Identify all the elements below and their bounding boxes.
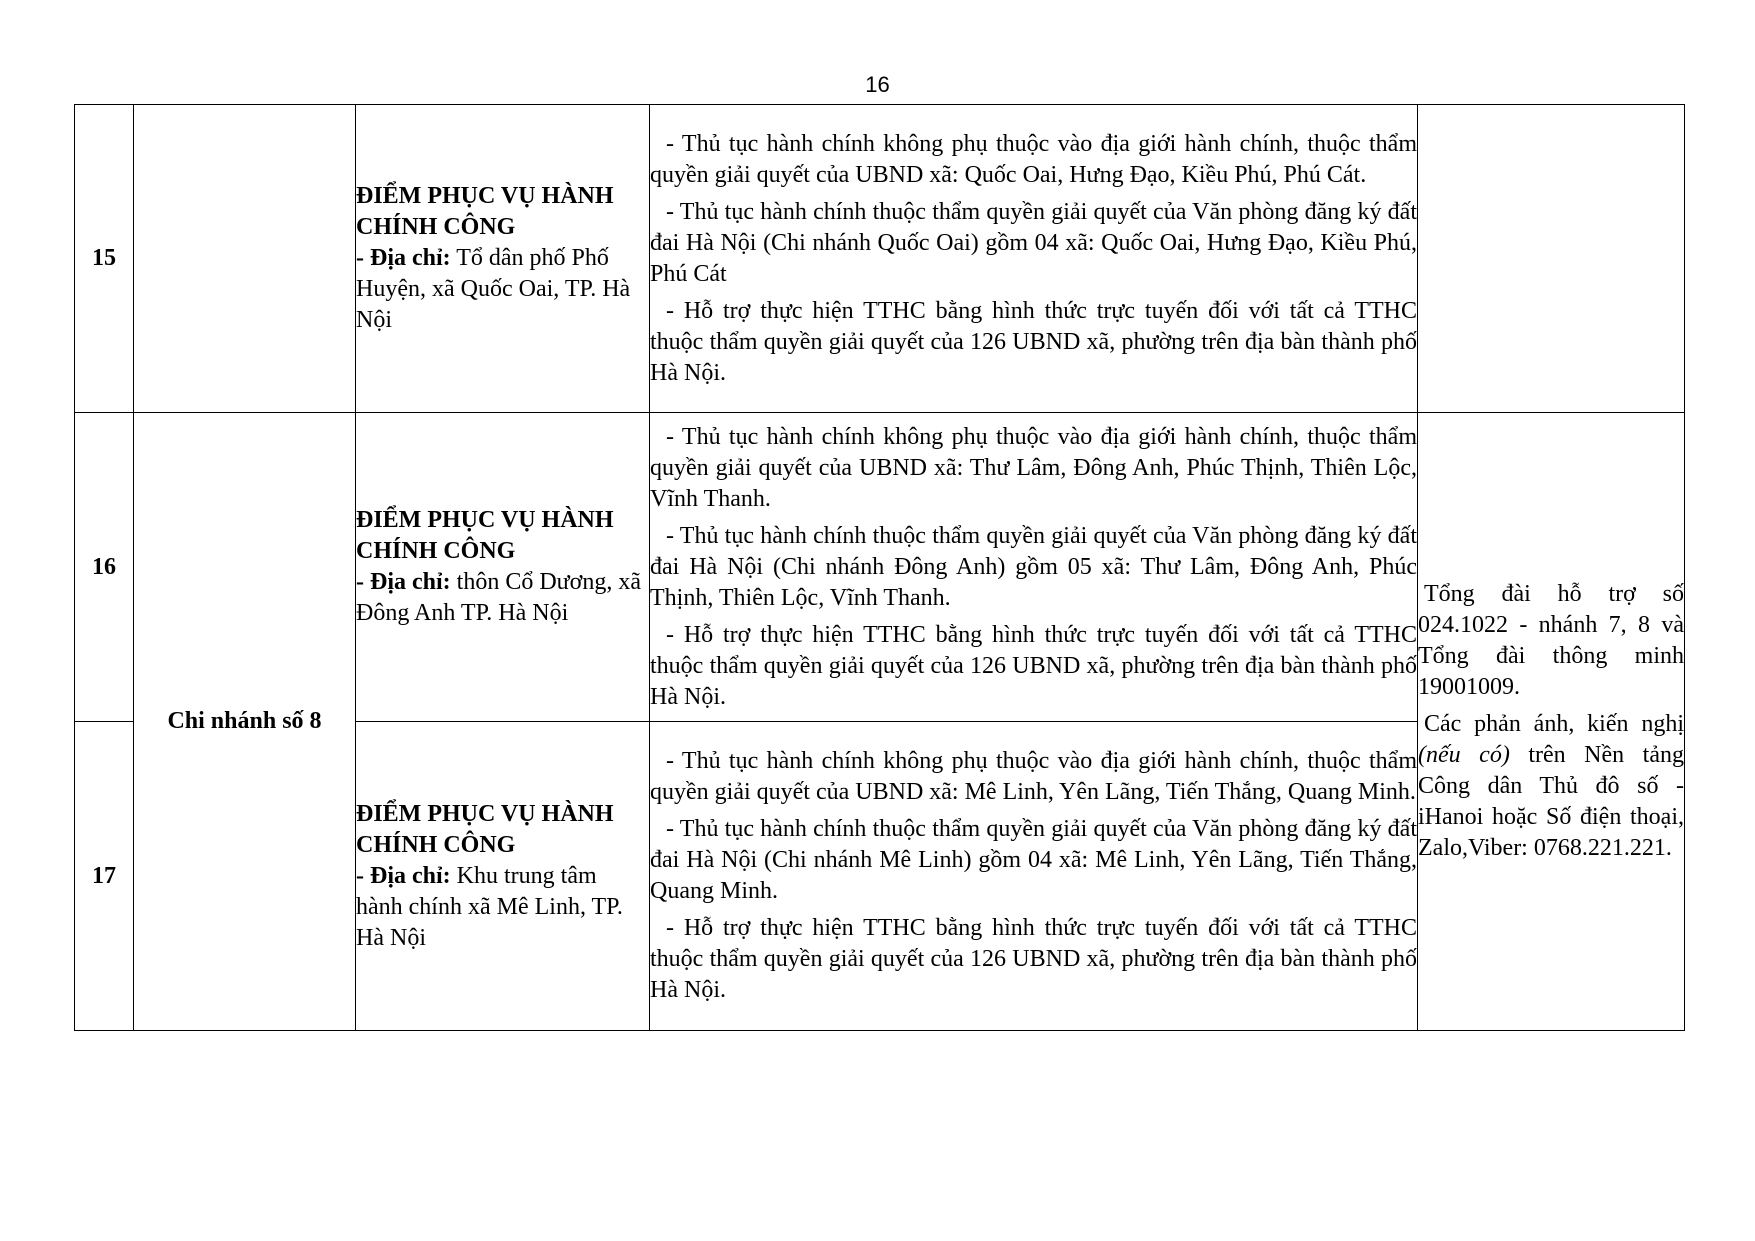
scope-paragraph: - Hỗ trợ thực hiện TTHC bằng hình thức trực tuyến đối với tất cả TTHC thuộc thẩm quyền giải quyết của 126 UBND xã, phường trên địa bàn thành phố Hà Nội. (650, 915, 1417, 1003)
scope-paragraph: - Hỗ trợ thực hiện TTHC bằng hình thức trực tuyến đối với tất cả TTHC thuộc thẩm quyền giải quyết của 126 UBND xã, phường trên địa bàn thành phố Hà Nội. (650, 297, 1417, 386)
scope-cell (650, 413, 1418, 722)
scope-paragraph: - Thủ tục hành chính không phụ thuộc vào địa giới hành chính, thuộc thẩm quyền giải quyết của UBND xã: Quốc Oai, Hưng Đạo, Kiều Phú, Phú Cát. (650, 130, 1417, 188)
scope-paragraph: - Thủ tục hành chính thuộc thẩm quyền giải quyết của Văn phòng đăng ký đất đai Hà Nội (Chi nhánh Đông Anh) gồm 05 xã: Thư Lâm, Đông Anh, Phúc Thịnh, Thiên Lộc, Vĩnh Thanh. (650, 522, 1417, 611)
service-point-cell (356, 105, 650, 413)
support-feedback-after: trên Nền tảng Công dân Thủ đô số - iHanoi hoặc Số điện thoại, Zalo,Viber: 0768.221.221. (1418, 742, 1684, 861)
page-number: 16 (865, 72, 890, 97)
service-point-cell (356, 722, 650, 1031)
scope-paragraph: - Thủ tục hành chính không phụ thuộc vào địa giới hành chính, thuộc thẩm quyền giải quyết của UBND xã: Thư Lâm, Đông Anh, Phúc Thịnh, Thiên Lộc, Vĩnh Thanh. (650, 423, 1417, 512)
scope-paragraph: - Hỗ trợ thực hiện TTHC bằng hình thức trực tuyến đối với tất cả TTHC thuộc thẩm quyền giải quyết của 126 UBND xã, phường trên địa bàn thành phố Hà Nội. (650, 621, 1417, 710)
support-cell-empty (1418, 105, 1685, 413)
scope-cell (650, 105, 1418, 413)
table-row (75, 413, 1685, 722)
scope-paragraph: - Thủ tục hành chính thuộc thẩm quyền giải quyết của Văn phòng đăng ký đất đai Hà Nội (Chi nhánh Quốc Oai) gồm 04 xã: Quốc Oai, Hưng Đạo, Kiều Phú, Phú Cát (650, 198, 1417, 287)
support-feedback-before: Các phản ánh, kiến nghị (1424, 711, 1684, 737)
support-cell (1418, 413, 1685, 1031)
scope-paragraph: - Thủ tục hành chính không phụ thuộc vào địa giới hành chính, thuộc thẩm quyền giải quyết của UBND xã: Mê Linh, Yên Lãng, Tiến Thắng, Quang Minh. (650, 748, 1417, 805)
service-point-cell (356, 413, 650, 722)
support-feedback (1418, 709, 1684, 864)
address-text: thôn Cổ Dương, xã Đông Anh TP. Hà Nội (356, 569, 642, 626)
row-number: 17 (75, 722, 134, 1031)
branch-cell-empty (134, 105, 356, 413)
address-label: - Địa chỉ: (356, 862, 451, 889)
support-feedback-italic: (nếu có) (1418, 742, 1510, 768)
support-hotline: Tổng đài hỗ trợ số 024.1022 - nhánh 7, 8 và Tổng đài thông minh 19001009. (1418, 581, 1684, 700)
address-text: Tổ dân phố Phố Huyện, xã Quốc Oai, TP. Hà Nội (356, 245, 631, 333)
service-points-table (74, 104, 1685, 1031)
table-row (75, 105, 1685, 413)
service-point-title: ĐIỂM PHỤC VỤ HÀNH CHÍNH CÔNG (356, 800, 614, 858)
scope-paragraph: - Thủ tục hành chính thuộc thẩm quyền giải quyết của Văn phòng đăng ký đất đai Hà Nội (Chi nhánh Mê Linh) gồm 04 xã: Mê Linh, Yên Lãng, Tiến Thắng, Quang Minh. (650, 816, 1417, 904)
service-point-title: ĐIỂM PHỤC VỤ HÀNH CHÍNH CÔNG (356, 183, 614, 240)
row-number: 16 (75, 413, 134, 722)
row-number: 15 (75, 105, 134, 413)
service-point-title: ĐIỂM PHỤC VỤ HÀNH CHÍNH CÔNG (356, 507, 614, 564)
branch-name: Chi nhánh số 8 (134, 413, 356, 1031)
address-label: - Địa chỉ: (356, 245, 451, 271)
address-text: Khu trung tâm hành chính xã Mê Linh, TP. Hà Nội (356, 862, 623, 951)
address-label: - Địa chỉ: (356, 569, 451, 595)
scope-cell (650, 722, 1418, 1031)
